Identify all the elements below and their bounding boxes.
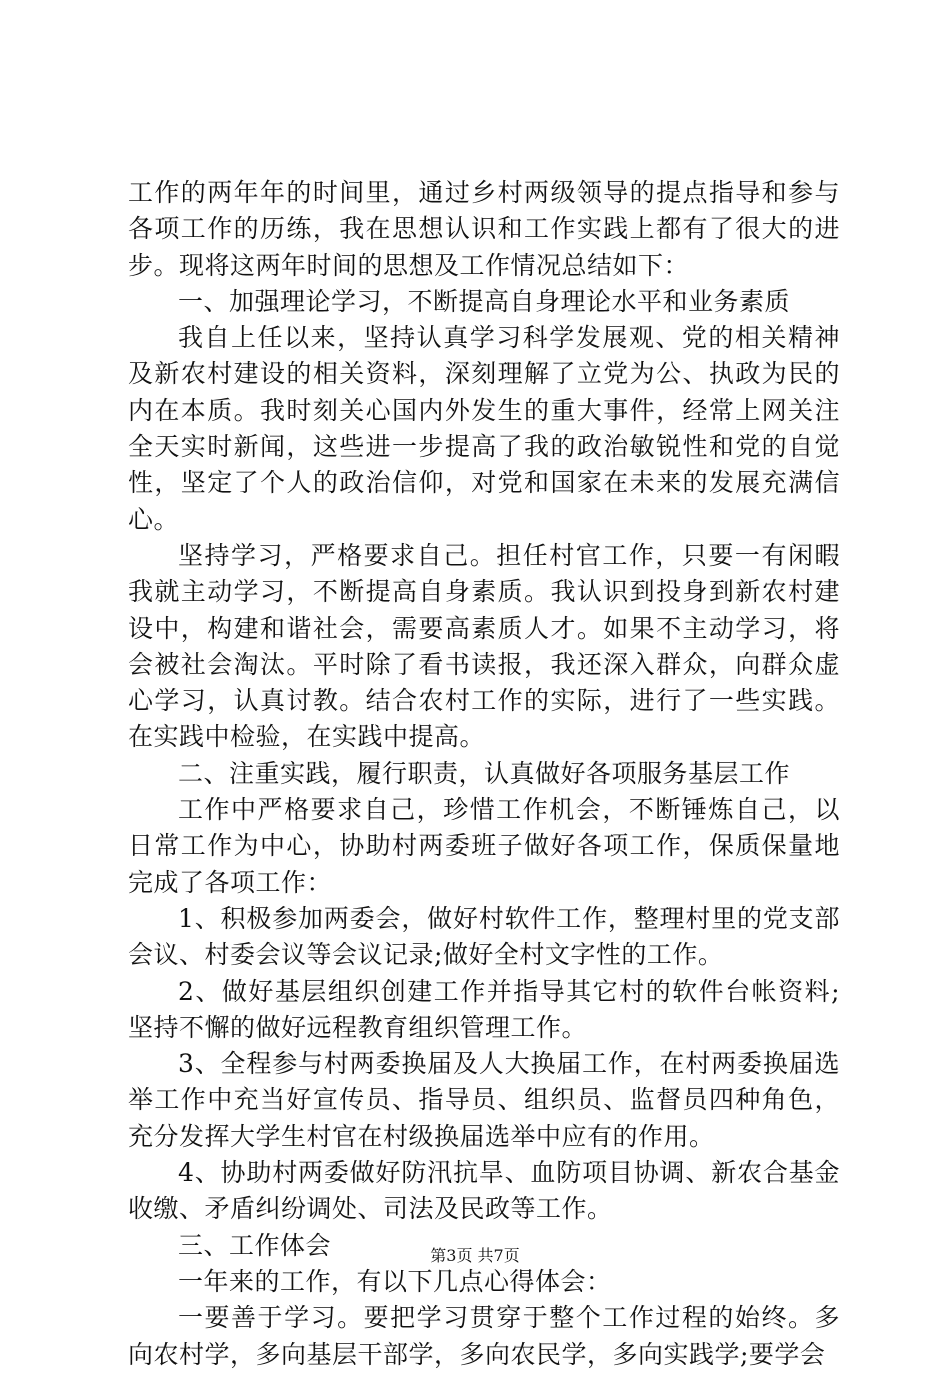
paragraph-1: 工作的两年年的时间里，通过乡村两级领导的提点指导和参与各项工作的历练，我在思想认识和工作实践上都有了很大的进步。现将这两年时间的思想及工作情况总结如下： <box>128 178 840 280</box>
list-item-2: 2、做好基层组织创建工作并指导其它村的软件台帐资料;坚持不懈的做好远程教育组织管理工作。 <box>128 976 840 1042</box>
section-heading-1: 一、加强理论学习，不断提高自身理论水平和业务素质 <box>178 286 791 316</box>
paragraph-3: 坚持学习，严格要求自己。担任村官工作，只要一有闲暇我就主动学习，不断提高自身素质。我认识到投身到新农村建设中，构建和谐社会，需要高素质人才。如果不主动学习，将会被社会淘汰。平时除了看书读报，我还深入群众，向群众虚心学习，认真讨教。结合农村工作的实际，进行了一些实践。在实践中检验，在实践中提高。 <box>128 540 840 752</box>
list-item-1: 1、积极参加两委会，做好村软件工作，整理村里的党支部会议、村委会议等会议记录;做好全村文字性的工作。 <box>128 903 840 970</box>
paragraph-5: 一年来的工作，有以下几点心得体会： <box>178 1266 612 1296</box>
page-number-label: 第3页 共7页 <box>430 1246 520 1265</box>
section-heading-3: 三、工作体会 <box>178 1230 332 1260</box>
section-heading-2: 二、注重实践，履行职责，认真做好各项服务基层工作 <box>178 758 791 788</box>
paragraph-4: 工作中严格要求自己，珍惜工作机会，不断锤炼自己，以日常工作为中心，协助村两委班子做好各项工作，保质保量地完成了各项工作： <box>128 795 840 897</box>
paragraph-6: 一要善于学习。要把学习贯穿于整个工作过程的始终。多向农村学，多向基层干部学，多向农民学，多向实践学;要学会 <box>128 1303 840 1369</box>
document-body <box>128 175 840 1373</box>
paragraph-2: 我自上任以来，坚持认真学习科学发展观、党的相关精神及新农村建设的相关资料，深刻理解了立党为公、执政为民的内在本质。我时刻关心国内外发生的重大事件，经常上网关注全天实时新闻，这些进一步提高了我的政治敏锐性和党的自觉性，坚定了个人的政治信仰，对党和国家在未来的发展充满信心。 <box>128 323 840 534</box>
list-item-4: 4、协助村两委做好防汛抗旱、血防项目协调、新农合基金收缴、矛盾纠纷调处、司法及民政等工作。 <box>128 1158 840 1224</box>
page-footer <box>0 1246 950 1266</box>
list-item-3: 3、全程参与村两委换届及人大换届工作，在村两委换届选举工作中充当好宣传员、指导员、组织员、监督员四种角色，充分发挥大学生村官在村级换届选举中应有的作用。 <box>128 1049 840 1151</box>
